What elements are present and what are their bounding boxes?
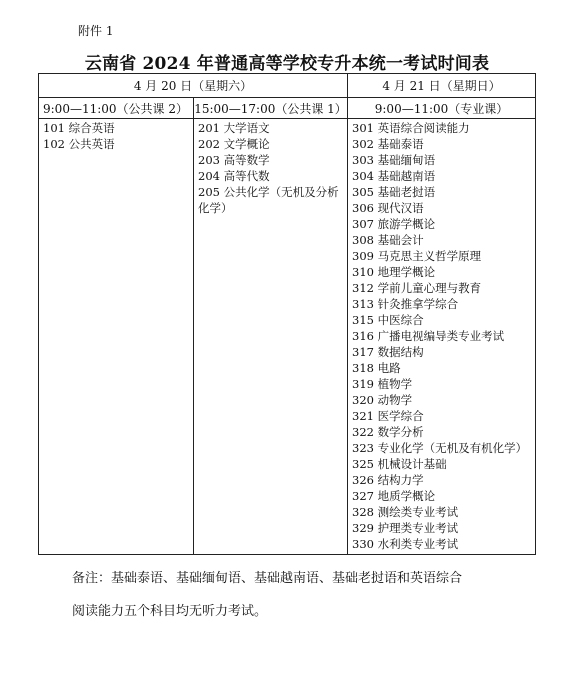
- subject-item: 304 基础越南语: [352, 169, 436, 183]
- session2-subject-list: [194, 119, 348, 555]
- subject-item: 313 针灸推拿学综合: [352, 297, 459, 311]
- remark-line: 阅读能力五个科目均无听力考试。: [72, 604, 268, 619]
- document-title: 云南省 2024 年普通高等学校专升本统一考试时间表: [84, 54, 490, 74]
- subject-item: 320 动物学: [352, 393, 413, 407]
- subject-item: 317 数据结构: [352, 345, 424, 359]
- subject-item: 205 公共化学（无机及分析化学）: [198, 185, 339, 215]
- subject-item: 322 数学分析: [352, 425, 424, 439]
- subject-item: 321 医学综合: [352, 409, 424, 423]
- subjects-row: [39, 119, 536, 555]
- subject-item: 303 基础缅甸语: [352, 153, 436, 167]
- subject-item: 305 基础老挝语: [352, 185, 436, 199]
- subject-item: 328 测绘类专业考试: [352, 505, 459, 519]
- subject-item: 102 公共英语: [43, 137, 115, 151]
- session-header-major: 9:00—11:00（专业课）: [348, 98, 536, 119]
- subject-item: 318 电路: [352, 361, 401, 375]
- attachment-label: 附件 1: [78, 24, 114, 38]
- session-header-public1: 15:00—17:00（公共课 1）: [194, 98, 348, 119]
- session3-subject-list: [348, 119, 536, 555]
- subject-item: 315 中医综合: [352, 313, 424, 327]
- subject-item: 312 学前儿童心理与教育: [352, 281, 482, 295]
- subject-item: 301 英语综合阅读能力: [352, 121, 470, 135]
- subject-item: 306 现代汉语: [352, 201, 424, 215]
- subject-item: 309 马克思主义哲学原理: [352, 249, 482, 263]
- subject-item: 204 高等代数: [198, 169, 270, 183]
- remark-note: [72, 562, 512, 628]
- session-header-public2: 9:00—11:00（公共课 2）: [39, 98, 194, 119]
- exam-schedule-table: [38, 73, 536, 555]
- subject-item: 202 文学概论: [198, 137, 270, 151]
- day-header-row: [39, 74, 536, 98]
- subject-item: 325 机械设计基础: [352, 457, 447, 471]
- subject-item: 319 植物学: [352, 377, 413, 391]
- subject-item: 323 专业化学（无机及有机化学）: [352, 441, 528, 455]
- session1-subject-list: [39, 119, 194, 555]
- day-header-apr21: 4 月 21 日（星期日）: [348, 74, 536, 98]
- subject-item: 329 护理类专业考试: [352, 521, 459, 535]
- subject-item: 330 水利类专业考试: [352, 537, 459, 551]
- subject-item: 101 综合英语: [43, 121, 115, 135]
- day-header-apr20: 4 月 20 日（星期六）: [39, 74, 348, 98]
- subject-item: 310 地理学概论: [352, 265, 436, 279]
- subject-item: 316 广播电视编导类专业考试: [352, 329, 505, 343]
- subject-item: 302 基础泰语: [352, 137, 424, 151]
- session-header-row: [39, 98, 536, 119]
- subject-item: 307 旅游学概论: [352, 217, 436, 231]
- subject-item: 308 基础会计: [352, 233, 424, 247]
- remark-line: 备注：基础泰语、基础缅甸语、基础越南语、基础老挝语和英语综合: [72, 571, 463, 586]
- subject-item: 203 高等数学: [198, 153, 270, 167]
- subject-item: 326 结构力学: [352, 473, 424, 487]
- subject-item: 327 地质学概论: [352, 489, 436, 503]
- subject-item: 201 大学语文: [198, 121, 270, 135]
